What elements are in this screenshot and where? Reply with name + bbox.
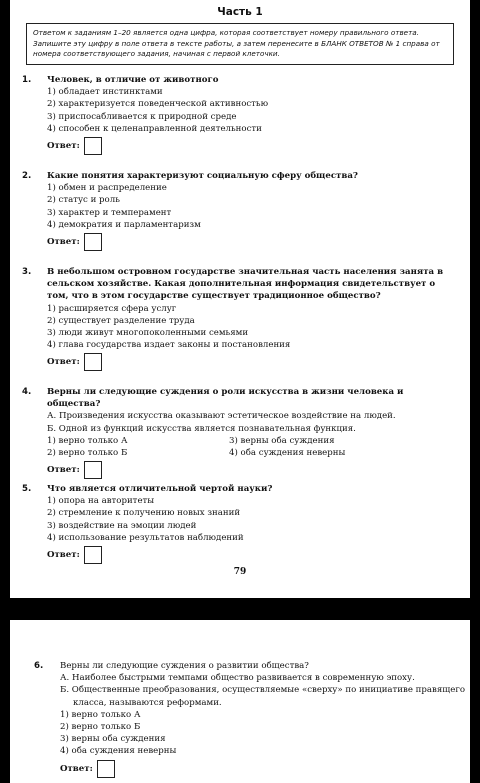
answer-row xyxy=(47,461,470,479)
option-2: 2) верно только Б xyxy=(47,448,128,459)
option-1: 1) расширяется сфера услуг xyxy=(47,303,177,314)
option-2: 2) характеризуется поведенческой активностью xyxy=(47,99,269,110)
option-2: 2) существует разделение труда xyxy=(47,315,195,326)
instructions-box: Ответом к заданиям 1–20 является одна цифра, которая соответствует номеру правильного ответа. Запишите эту цифру в поле ответа в тексте работы, а затем перенесите в БЛАНК ОТВЕТОВ № 1 справа от номера соответствующего задания, начиная с первой клеточки. xyxy=(26,23,454,65)
question-2 xyxy=(10,170,470,251)
option-3: 3) верны оба суждения xyxy=(229,435,335,446)
question-text: Верны ли следующие суждения о развитии общества? xyxy=(60,661,309,671)
answer-box[interactable] xyxy=(84,233,102,251)
answer-label: Ответ: xyxy=(47,140,80,151)
answer-row xyxy=(47,353,470,371)
option-3: 3) характер и темперамент xyxy=(47,207,172,218)
answer-label: Ответ: xyxy=(47,549,80,560)
option-4: 4) глава государства издает законы и постановления xyxy=(47,340,291,351)
question-number: 6. xyxy=(34,661,44,671)
question-text: Что является отличительной чертой науки? xyxy=(47,484,273,494)
option-1: 1) верно только А xyxy=(47,435,128,446)
answer-box[interactable] xyxy=(84,137,102,155)
answer-label: Ответ: xyxy=(47,357,80,368)
option-4: 4) оба суждения неверны xyxy=(60,746,177,757)
answer-box[interactable] xyxy=(84,546,102,564)
question-number: 2. xyxy=(22,171,32,181)
answer-label: Ответ: xyxy=(47,236,80,247)
question-3 xyxy=(10,266,470,371)
option-1: 1) опора на авторитеты xyxy=(47,496,155,507)
answer-box[interactable] xyxy=(97,760,115,778)
statement-b-continued: класса, называются реформами. xyxy=(73,697,222,708)
question-number: 3. xyxy=(22,267,32,277)
page-number: 79 xyxy=(233,567,247,577)
option-4: 4) оба суждения неверны xyxy=(229,448,346,459)
answer-label: Ответ: xyxy=(60,763,93,774)
option-3: 3) воздействие на эмоции людей xyxy=(47,520,197,531)
option-1: 1) обмен и распределение xyxy=(47,183,167,194)
answer-row xyxy=(60,760,470,778)
question-text: Человек, в отличие от животного xyxy=(47,75,219,85)
question-5 xyxy=(10,483,470,564)
page-80 xyxy=(10,620,470,783)
question-number: 5. xyxy=(22,484,32,494)
option-3: 3) приспосабливается к природной среде xyxy=(47,111,237,122)
option-4: 4) способен к целенаправленной деятельности xyxy=(47,123,262,134)
option-1: 1) верно только А xyxy=(60,709,141,720)
answer-label: Ответ: xyxy=(47,465,80,476)
page-79 xyxy=(10,0,470,598)
answer-box[interactable] xyxy=(84,461,102,479)
option-4: 4) демократия и парламентаризм xyxy=(47,219,201,230)
question-6 xyxy=(10,660,470,778)
answer-row xyxy=(47,137,470,155)
option-3: 3) верны оба суждения xyxy=(60,734,166,745)
question-text: Верны ли следующие суждения о роли искусства в жизни человека и общества? xyxy=(47,387,404,410)
option-2: 2) верно только Б xyxy=(60,722,141,733)
option-4: 4) использование результатов наблюдений xyxy=(47,532,244,543)
question-number: 4. xyxy=(22,387,32,397)
option-1: 1) обладает инстинктами xyxy=(47,87,163,98)
option-2: 2) стремление к получению новых знаний xyxy=(47,508,241,519)
question-text: Какие понятия характеризуют социальную сферу общества? xyxy=(47,171,358,181)
part-title: Часть 1 xyxy=(217,6,263,18)
answer-row xyxy=(47,546,470,564)
statement-b: Б. Общественные преобразования, осуществляемые «сверху» по инициативе правящего xyxy=(60,685,466,696)
option-3: 3) люди живут многопоколенными семьями xyxy=(47,328,249,339)
options-grid xyxy=(47,435,470,459)
statement-a: А. Произведения искусства оказывают эстетическое воздействие на людей. xyxy=(47,411,396,422)
answer-box[interactable] xyxy=(84,353,102,371)
statement-b: Б. Одной из функций искусства является познавательная функция. xyxy=(47,423,356,434)
question-1 xyxy=(10,74,470,155)
answer-row xyxy=(47,233,470,251)
option-2: 2) статус и роль xyxy=(47,195,120,206)
question-number: 1. xyxy=(22,75,32,85)
statement-a: А. Наиболее быстрыми темпами общество развивается в современную эпоху. xyxy=(60,673,415,684)
question-text: В небольшом островном государстве значительная часть населения занята в сельском хозяйстве. Какая дополнительная информация свидетельствует о том, что в этом государстве существует традиционное общество? xyxy=(47,267,444,302)
question-4 xyxy=(10,386,470,479)
